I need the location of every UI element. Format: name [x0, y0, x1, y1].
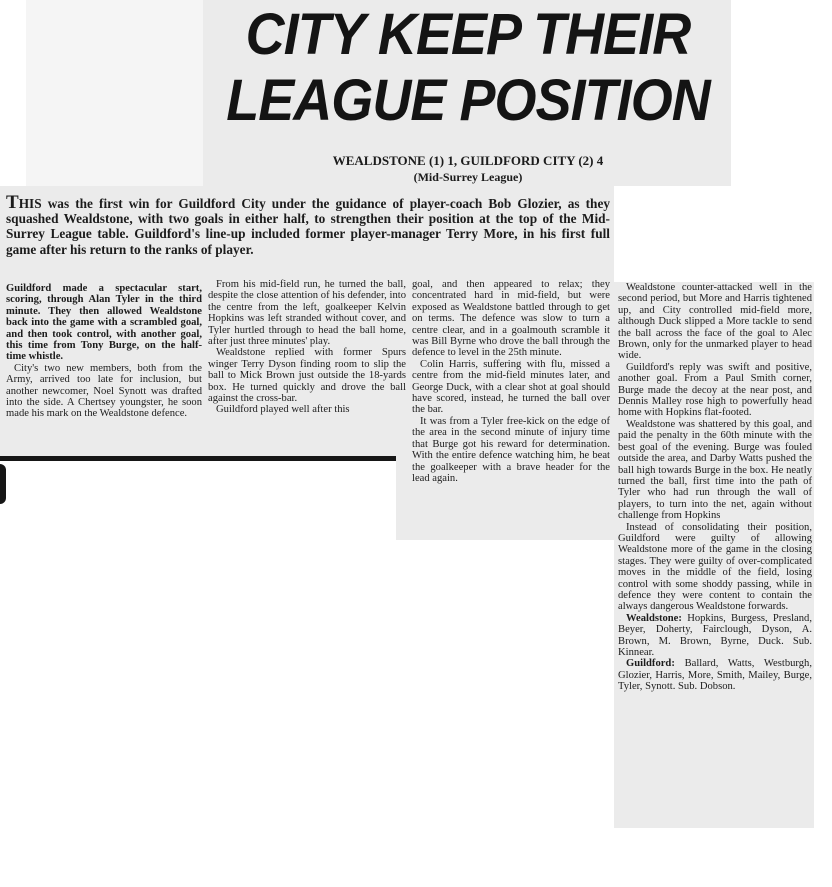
column-4	[618, 282, 812, 693]
headline-line-1: CITY KEEP THEIR	[245, 2, 691, 67]
column-1	[6, 283, 202, 420]
column-paragraph: Wealdstone counter-attacked well in the second period, but More and Harris tightened up, and City controlled mid-field more, although Duck slipped a More tackle to send the ball across the face of the goal to Alec Brown, only for the unmarked player to head wide.	[618, 282, 812, 362]
column-3	[412, 279, 610, 484]
team-lineup-home	[618, 613, 812, 659]
column-paragraph: Guildford played well after this	[216, 404, 350, 416]
column-paragraph: City's two new members, both from the Army, arrived too late for inclusion, but another newcomer, Noel Synott was drafted into the side. A Chertsey youngster, he soon made his mark on the Wealdstone defence.	[6, 362, 202, 420]
competition-name: (Mid-Surrey League)	[413, 170, 523, 184]
column-paragraph: goal, and then appeared to relax; they concentrated hard in mid-field, but were exposed as Wealdstone battled through to get on terms. The defence was slow to turn a centre clear, and in a goalmouth scramble it was Bill Byrne who drove the ball through the defence to level in the 25th minute.	[412, 279, 610, 359]
headline	[226, 2, 710, 134]
cutout-edge-mark	[0, 464, 6, 504]
team-players-home: Hopkins, Burgess, Presland, Beyer, Doherty, Fairclough, Dyson, A. Brown, M. Brown, Byrne, Duck. Sub. Kinnear.	[618, 612, 812, 658]
score-text: WEALDSTONE (1) 1, GUILDFORD CITY (2) 4	[332, 153, 604, 168]
column-paragraph: Colin Harris, suffering with flu, missed a centre from the mid-field minutes later, and George Duck, with a clear shot at goal should have scored, instead, he turned the ball over the bar.	[412, 358, 610, 416]
score-line	[208, 153, 728, 185]
column-paragraph: Guildford made a spectacular start, scoring, through Alan Tyler in the third minute. They then allowed Wealdstone back into the game with a scrambled goal, and then took control, with another goal, this time from Tony Burge, on the half-time whistle.	[6, 283, 202, 363]
intro-paragraph	[6, 192, 610, 257]
column-paragraph: Instead of consolidating their position, Guildford were guilty of allowing Wealdstone more of the game in the closing stages. They were guilty of over-complicated moves in the middle of the field, losing control with some shoddy passing, while in defence they were content to contain the always dangerous Wealdstone forwards.	[618, 521, 812, 613]
column-paragraph: Wealdstone was shattered by this goal, and paid the penalty in the 60th minute with the best goal of the evening. Burge was fouled outside the area, and Darby Watts pushed the ball high towards Burge in the box. He neatly turned the ball, first time into the path of Tyler who had run through the wall of players, to turn into the net, again without challenge from Hopkins	[618, 418, 812, 522]
clipping-margin	[26, 0, 203, 186]
team-lineup-away	[618, 658, 812, 692]
column-paragraph: From his mid-field run, he turned the ball, despite the close attention of his defender, into the centre from the left, goalkeeper Kelvin Hopkins was left stranded without cover, and Tyler hurtled through to head the ball home, after just three minutes' play.	[208, 279, 406, 348]
team-players-away: Ballard, Watts, Westburgh, Glozier, Harris, More, Smith, Mailey, Burge, Tyler, Synott. Sub. Dobson.	[618, 658, 812, 693]
column-paragraph: Guildford's reply was swift and positive, another goal. From a Paul Smith corner, Burge made the decoy at the near post, and Dennis Malley rose high to powerfully head home with Hopkins flat-footed.	[618, 361, 812, 419]
intro-dropcap: T	[6, 192, 19, 213]
cutout-blank-area	[0, 456, 396, 887]
headline-line-2: LEAGUE POSITION	[226, 68, 710, 133]
team-label-away: Guildford:	[626, 658, 675, 670]
column-2	[208, 279, 406, 416]
column-paragraph: Wealdstone replied with former Spurs winger Terry Dyson finding room to slip the ball to Mick Brown just outside the 18-yards box. He turned quickly and drove the ball against the cross-bar.	[208, 347, 406, 405]
intro-text: HIS was the first win for Guildford City under the guidance of player-coach Bob Glozier, as they squashed Wealdstone, with two goals in either half, to strengthen their position at the top of the Mid-Surrey League table. Guildford's line-up included former player-manager Terry More, in his first full game after his return to the ranks of player.	[6, 196, 610, 257]
column-paragraph: It was from a Tyler free-kick on the edge of the area in the second minute of injury time that Burge got his reward for determination. With the entire defence watching him, he beat the goalkeeper with a brave header for the lead again.	[412, 415, 610, 484]
team-label-home: Wealdstone:	[626, 612, 682, 624]
